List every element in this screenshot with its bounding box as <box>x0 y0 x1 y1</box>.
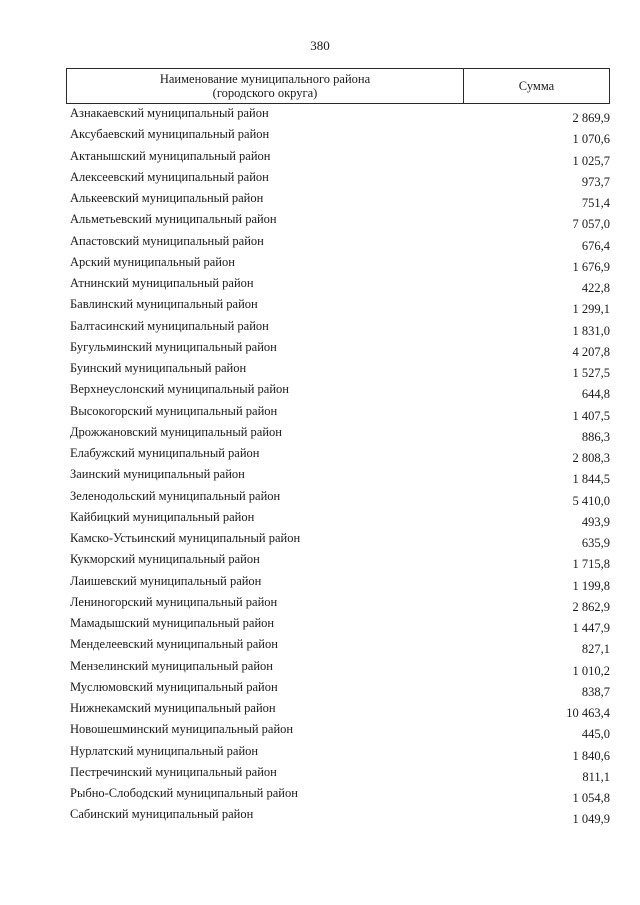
column-header-name-line1: Наименование муниципального района <box>159 72 371 86</box>
sum-cell: 493,9 <box>581 514 610 529</box>
table-row <box>66 763 610 784</box>
district-name-cell: Бавлинский муниципальный район <box>70 297 258 312</box>
district-name-cell: Арский муниципальный район <box>70 254 235 269</box>
table-row <box>66 805 610 826</box>
district-name-cell: Камско-Устьинский муниципальный район <box>70 531 301 545</box>
district-name-cell: Алексеевский муниципальный район <box>70 169 269 184</box>
table-row <box>66 104 610 125</box>
table-row <box>66 295 610 316</box>
district-name-cell: Верхнеуслонский муниципальный район <box>70 382 289 397</box>
district-name-cell: Высокогорский муниципальный район <box>70 403 278 418</box>
table-row <box>66 550 610 571</box>
table-row <box>66 253 610 274</box>
table-row <box>66 338 610 359</box>
district-name-cell: Сабинский муниципальный район <box>70 807 254 822</box>
sum-cell: 2 862,9 <box>572 599 610 614</box>
table-row <box>66 614 610 635</box>
district-name-cell: Алькеевский муниципальный район <box>70 191 264 205</box>
table-row <box>66 784 610 805</box>
sum-cell: 4 207,8 <box>572 344 610 359</box>
sum-cell: 1 447,9 <box>572 621 610 635</box>
district-name-cell: Буинский муниципальный район <box>70 361 247 375</box>
sum-cell: 1 840,6 <box>572 748 610 763</box>
table-header <box>66 68 610 104</box>
sum-cell: 751,4 <box>581 196 610 210</box>
district-name-cell: Аксубаевский муниципальный район <box>70 127 270 142</box>
table-row <box>66 635 610 656</box>
sum-cell: 1 676,9 <box>572 259 610 274</box>
sum-cell: 886,3 <box>581 429 610 444</box>
sum-cell: 1 831,0 <box>572 323 610 338</box>
table-row <box>66 210 610 231</box>
sum-cell: 644,8 <box>581 387 610 402</box>
table-row <box>66 402 610 423</box>
district-name-cell: Актанышский муниципальный район <box>70 148 271 163</box>
table-row <box>66 720 610 741</box>
table-row <box>66 232 610 253</box>
table-row <box>66 189 610 210</box>
table-row <box>66 423 610 444</box>
district-name-cell: Нурлатский муниципальный район <box>70 743 259 758</box>
sum-cell: 827,1 <box>581 642 610 657</box>
table-row <box>66 465 610 486</box>
district-name-cell: Кукморский муниципальный район <box>70 552 260 567</box>
district-name-cell: Новошешминский муниципальный район <box>70 722 294 737</box>
sum-cell: 1 844,5 <box>572 472 610 487</box>
sum-cell: 676,4 <box>581 238 610 253</box>
table-row <box>66 274 610 295</box>
sum-cell: 445,0 <box>581 727 610 742</box>
district-name-cell: Елабужский муниципальный район <box>70 446 260 460</box>
district-name-cell: Атнинский муниципальный район <box>70 276 254 290</box>
sum-cell: 2 869,9 <box>572 111 610 125</box>
sum-cell: 1 070,6 <box>572 132 610 147</box>
table-row <box>66 380 610 401</box>
district-name-cell: Пестречинский муниципальный район <box>70 764 277 779</box>
page-number: 380 <box>310 38 330 53</box>
table-row <box>66 317 610 338</box>
district-name-cell: Мензелинский муниципальный район <box>70 658 273 673</box>
sum-cell: 5 410,0 <box>572 493 610 508</box>
sum-cell: 973,7 <box>581 174 610 189</box>
table-body <box>66 104 610 827</box>
sum-cell: 2 808,3 <box>572 451 610 465</box>
table-row <box>66 444 610 465</box>
district-name-cell: Муслюмовский муниципальный район <box>70 679 278 694</box>
table-row <box>66 657 610 678</box>
sum-cell: 7 057,0 <box>572 217 610 232</box>
table-row <box>66 359 610 380</box>
district-name-cell: Нижнекамский муниципальный район <box>70 701 276 715</box>
column-header-name <box>67 69 464 103</box>
district-name-cell: Рыбно-Слободский муниципальный район <box>70 786 298 800</box>
district-name-cell: Лаишевский муниципальный район <box>70 573 262 588</box>
district-name-cell: Альметьевский муниципальный район <box>70 212 277 227</box>
sum-cell: 1 199,8 <box>572 578 610 593</box>
district-name-cell: Дрожжановский муниципальный район <box>70 424 282 439</box>
district-name-cell: Кайбицкий муниципальный район <box>70 509 255 524</box>
district-name-cell: Лениногорский муниципальный район <box>70 594 278 609</box>
column-header-name-line2: (городского округа) <box>212 86 318 100</box>
table-row <box>66 487 610 508</box>
sum-cell: 1 054,8 <box>572 791 610 805</box>
column-header-sum: Сумма <box>518 78 555 93</box>
table-row <box>66 678 610 699</box>
sum-cell: 10 463,4 <box>566 706 610 720</box>
table-row <box>66 508 610 529</box>
sum-cell: 422,8 <box>581 281 610 295</box>
sum-cell: 1 407,5 <box>572 408 610 423</box>
sum-cell: 1 715,8 <box>572 557 610 572</box>
sum-cell: 1 299,1 <box>572 302 610 317</box>
district-name-cell: Азнакаевский муниципальный район <box>70 106 269 120</box>
table-row <box>66 125 610 146</box>
sum-cell: 1 010,2 <box>572 663 610 678</box>
table-row <box>66 593 610 614</box>
district-name-cell: Апастовский муниципальный район <box>70 233 264 248</box>
table-row <box>66 699 610 720</box>
district-name-cell: Мамадышский муниципальный район <box>70 616 275 630</box>
district-name-cell: Балтасинский муниципальный район <box>70 318 269 333</box>
sum-cell: 811,1 <box>582 769 610 784</box>
sum-cell: 1 527,5 <box>572 366 610 380</box>
sum-cell: 1 025,7 <box>572 153 610 168</box>
sum-cell: 635,9 <box>581 536 610 550</box>
district-name-cell: Зеленодольский муниципальный район <box>70 488 281 503</box>
district-name-cell: Заинский муниципальный район <box>70 467 245 482</box>
table-row <box>66 572 610 593</box>
table-row <box>66 168 610 189</box>
sum-cell: 1 049,9 <box>572 812 610 827</box>
table-row <box>66 529 610 550</box>
district-name-cell: Бугульминский муниципальный район <box>70 339 277 354</box>
table-row <box>66 742 610 763</box>
sum-cell: 838,7 <box>581 684 610 699</box>
district-name-cell: Менделеевский муниципальный район <box>70 637 278 652</box>
table-row <box>66 147 610 168</box>
